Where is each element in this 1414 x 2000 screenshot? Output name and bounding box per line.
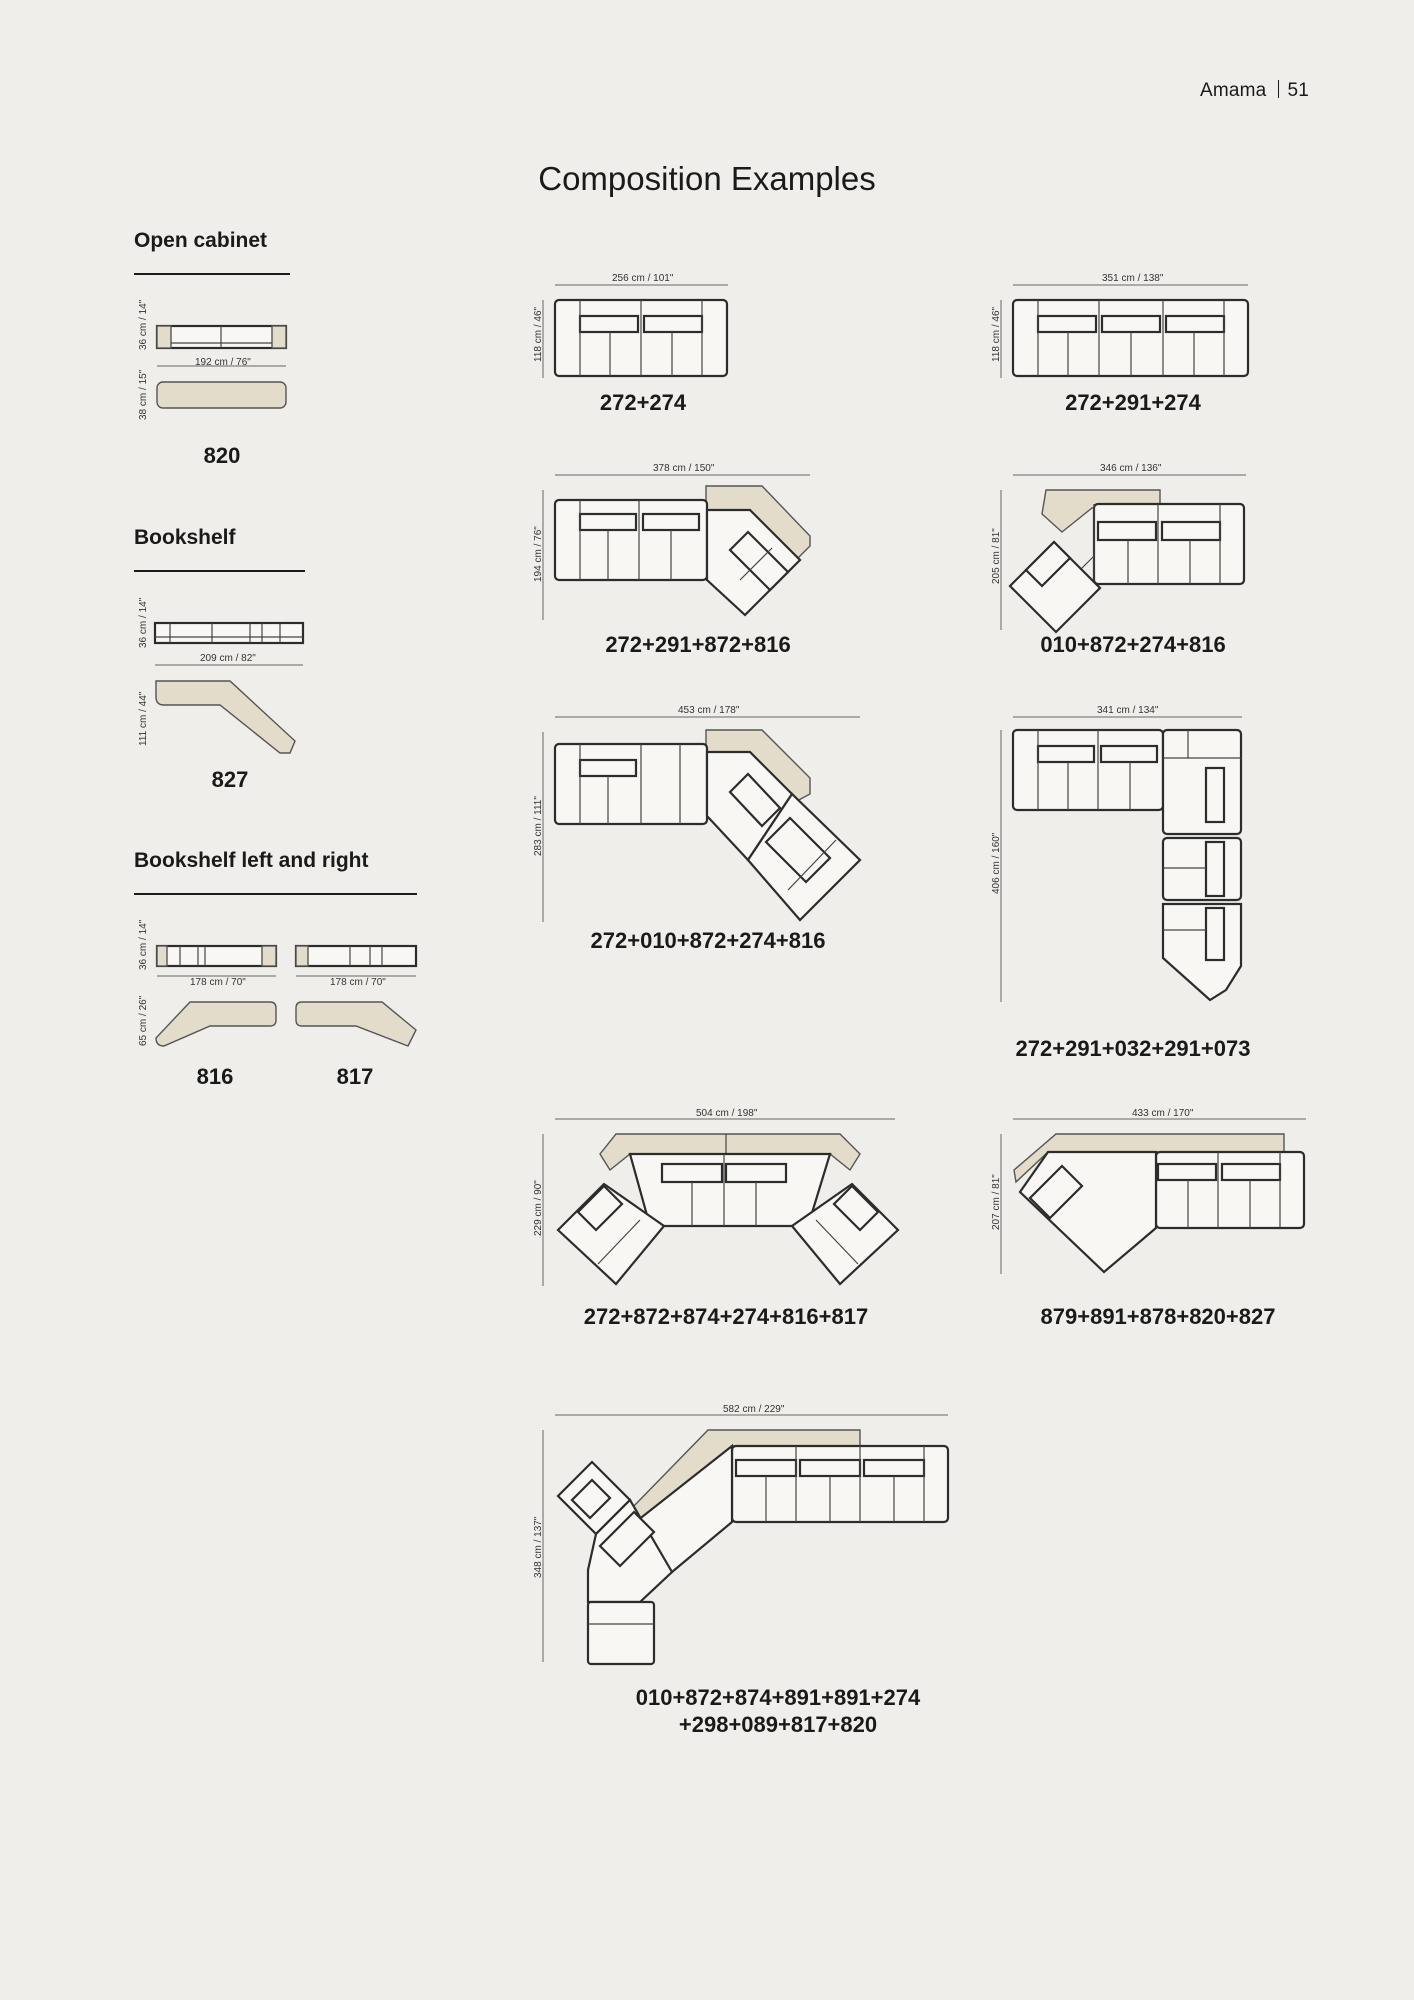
composition-code: 010+872+274+816	[1040, 632, 1226, 657]
dimension-label: 178 cm / 70"	[330, 977, 386, 988]
composition-width-label: 504 cm / 198"	[696, 1108, 758, 1119]
composition-width-label: 378 cm / 150"	[653, 463, 715, 474]
dimension-label: 192 cm / 76"	[195, 357, 251, 368]
composition-height-label: 118 cm / 46"	[991, 306, 1002, 362]
composition-code: 272+291+274	[1065, 390, 1201, 415]
section-heading-open-cabinet: Open cabinet	[134, 229, 268, 252]
composition-height-label: 205 cm / 81"	[991, 528, 1002, 584]
header-divider	[1278, 80, 1279, 98]
composition-width-label: 341 cm / 134"	[1097, 705, 1159, 716]
composition-height-label: 194 cm / 76"	[533, 526, 544, 582]
composition-width-label: 433 cm / 170"	[1132, 1108, 1194, 1119]
dimension-label: 65 cm / 26"	[138, 995, 149, 1046]
product-code: 817	[336, 1064, 374, 1089]
composition-drawing	[540, 1114, 910, 1304]
composition-code-line-1: 010+872+874+891+891+274	[635, 1685, 921, 1710]
section-heading-bookshelf-left-right: Bookshelf left and right	[134, 849, 369, 872]
composition-width-label: 256 cm / 101"	[612, 273, 674, 284]
composition-code: 272+291+872+816	[605, 632, 791, 657]
composition-height-label: 406 cm / 160"	[991, 832, 1002, 894]
composition-drawing	[998, 712, 1258, 1012]
composition-height-label: 229 cm / 90"	[533, 1180, 544, 1236]
composition-height-label: 207 cm / 81"	[991, 1174, 1002, 1230]
page-header	[1200, 80, 1309, 102]
page-title: Composition Examples	[538, 160, 876, 197]
composition-drawing	[540, 712, 870, 932]
composition-width-label: 346 cm / 136"	[1100, 463, 1162, 474]
section-rule	[134, 273, 290, 275]
composition-height-label: 118 cm / 46"	[533, 306, 544, 362]
composition-code: 272+872+874+274+816+817	[583, 1304, 869, 1329]
dimension-label: 38 cm / 15"	[138, 369, 149, 420]
section-heading-bookshelf: Bookshelf	[134, 526, 236, 549]
composition-width-label: 582 cm / 229"	[723, 1404, 785, 1415]
composition-drawing	[540, 1410, 960, 1670]
composition-drawing	[998, 280, 1258, 380]
page-number: 51	[1287, 80, 1309, 101]
product-code: 820	[203, 443, 241, 468]
brand-name: Amama	[1199, 80, 1267, 101]
dimension-label: 178 cm / 70"	[190, 977, 246, 988]
bookshelf-drawing	[150, 615, 310, 765]
product-code: 816	[196, 1064, 234, 1089]
dimension-label: 36 cm / 14"	[138, 299, 149, 350]
composition-width-label: 351 cm / 138"	[1102, 273, 1164, 284]
composition-drawing	[998, 1114, 1318, 1284]
dimension-label: 36 cm / 14"	[138, 919, 149, 970]
bookshelf-left-right-drawing	[150, 938, 420, 1058]
composition-height-label: 348 cm / 137"	[533, 1516, 544, 1578]
product-code: 827	[211, 767, 249, 792]
composition-code-line-2: +298+089+817+820	[678, 1712, 878, 1737]
composition-height-label: 283 cm / 111"	[533, 796, 544, 856]
composition-drawing	[998, 470, 1258, 640]
section-rule	[134, 570, 305, 572]
composition-drawing	[540, 280, 740, 380]
composition-code: 272+010+872+274+816	[590, 928, 826, 953]
composition-code: 272+291+032+291+073	[1015, 1036, 1251, 1061]
composition-code: 272+274	[599, 390, 687, 415]
composition-width-label: 453 cm / 178"	[678, 705, 740, 716]
dimension-label: 111 cm / 44"	[138, 691, 149, 746]
dimension-label: 36 cm / 14"	[138, 597, 149, 648]
composition-code	[588, 1684, 968, 1738]
section-rule	[134, 893, 417, 895]
composition-code: 879+891+878+820+827	[1040, 1304, 1276, 1329]
dimension-label: 209 cm / 82"	[200, 653, 256, 664]
open-cabinet-drawing	[150, 320, 300, 420]
composition-drawing	[540, 470, 820, 630]
